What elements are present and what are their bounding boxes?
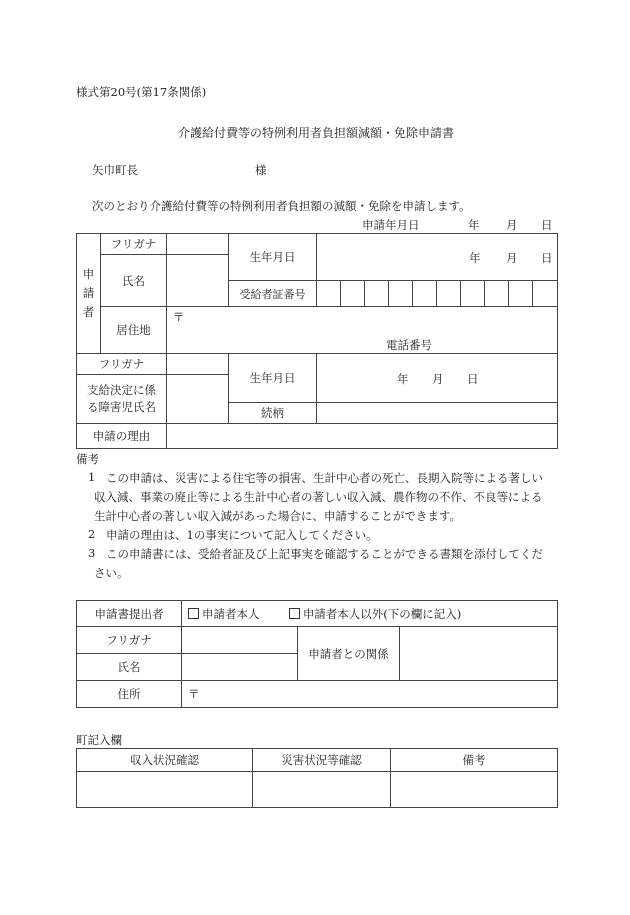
applicant-birthdate-field[interactable] bbox=[317, 234, 558, 281]
office-col-remarks: 備考 bbox=[391, 749, 558, 772]
submitter-furigana-label: フリガナ bbox=[77, 627, 182, 654]
recipient-digit-box[interactable] bbox=[317, 281, 341, 307]
office-heading: 町記入欄 bbox=[76, 733, 122, 747]
child-name-field[interactable] bbox=[167, 375, 229, 424]
recipient-number-label: 受給者証番号 bbox=[229, 281, 317, 307]
submitter-postal-mark: 〒 bbox=[188, 687, 200, 701]
recipient-digit-box[interactable] bbox=[485, 281, 509, 307]
applicant-birth-month: 月 bbox=[506, 251, 518, 265]
child-birth-day: 日 bbox=[467, 372, 479, 386]
office-remarks-field[interactable] bbox=[391, 772, 558, 808]
applicant-name-field[interactable] bbox=[167, 255, 229, 307]
notes-heading: 備考 bbox=[76, 452, 99, 466]
applicant-group-label: 申 請 者 bbox=[77, 234, 101, 354]
child-furigana-label: フリガナ bbox=[77, 354, 167, 375]
submitter-name-field[interactable] bbox=[182, 654, 298, 681]
application-date-month: 月 bbox=[506, 218, 518, 232]
applicant-postal-mark: 〒 bbox=[173, 310, 185, 324]
applicant-furigana-field[interactable] bbox=[167, 234, 229, 255]
applicant-table bbox=[76, 233, 558, 449]
reason-label: 申請の理由 bbox=[77, 424, 167, 449]
addressee-honorific: 様 bbox=[255, 163, 267, 177]
note-3-line-2: さい。 bbox=[94, 566, 129, 580]
applicant-phone-label: 電話番号 bbox=[386, 338, 432, 352]
note-3-line-1: この申請書には、受給者証及び上記事実を確認することができる書類を添付してくだ bbox=[106, 547, 543, 561]
note-2-line-1: 申請の理由は、1の事実について記入してください。 bbox=[106, 528, 378, 542]
recipient-digit-box[interactable] bbox=[389, 281, 413, 307]
submitter-other-checkbox[interactable]: 申請者本人以外(下の欄に記入) bbox=[289, 607, 461, 621]
submitter-address-field[interactable] bbox=[182, 681, 558, 708]
form-number: 様式第20号(第17条関係) bbox=[76, 85, 207, 99]
submitter-relation-label: 申請者との関係 bbox=[298, 627, 400, 681]
office-table bbox=[76, 748, 558, 808]
submitter-address-label: 住所 bbox=[77, 681, 182, 708]
submitter-self-checkbox[interactable]: 申請者本人 bbox=[188, 607, 260, 621]
child-birth-year: 年 bbox=[397, 372, 409, 386]
application-date-label: 申請年月日 bbox=[362, 218, 420, 232]
child-birth-month: 月 bbox=[432, 372, 444, 386]
note-1-line-3: 生計中心者の著しい収入減があった場合に、申請することができます。 bbox=[94, 509, 461, 523]
child-birthdate-label: 生年月日 bbox=[229, 354, 317, 403]
intro-text: 次のとおり介護給付費等の特例利用者負担額の減額・免除を申請します。 bbox=[92, 199, 471, 213]
application-date-year: 年 bbox=[468, 218, 480, 232]
note-1-number: 1 bbox=[88, 470, 96, 484]
recipient-digit-box[interactable] bbox=[437, 281, 461, 307]
reason-field[interactable] bbox=[167, 424, 558, 449]
child-relation-field[interactable] bbox=[317, 403, 558, 424]
submitter-furigana-field[interactable] bbox=[182, 627, 298, 654]
note-1-line-2: 収入減、事業の廃止等による生計中心者の著しい収入減、農作物の不作、不良等による bbox=[94, 490, 543, 504]
office-col-income: 収入状況確認 bbox=[77, 749, 253, 772]
child-name-label: 支給決定に係 る障害児氏名 bbox=[77, 375, 167, 424]
child-furigana-field[interactable] bbox=[167, 354, 229, 375]
addressee: 矢巾町長 bbox=[92, 163, 138, 177]
applicant-birth-day: 日 bbox=[541, 251, 553, 265]
applicant-furigana-label: フリガナ bbox=[101, 234, 167, 255]
office-col-disaster: 災害状況等確認 bbox=[253, 749, 391, 772]
applicant-birth-year: 年 bbox=[469, 251, 481, 265]
child-birthdate-field[interactable] bbox=[317, 354, 558, 403]
office-disaster-field[interactable] bbox=[253, 772, 391, 808]
recipient-digit-box[interactable] bbox=[341, 281, 365, 307]
application-date-day: 日 bbox=[541, 218, 553, 232]
child-relation-label: 続柄 bbox=[229, 403, 317, 424]
submitter-table bbox=[76, 600, 558, 708]
recipient-digit-box[interactable] bbox=[365, 281, 389, 307]
submitter-options bbox=[182, 601, 558, 627]
submitter-relation-field[interactable] bbox=[400, 627, 558, 681]
applicant-birthdate-label: 生年月日 bbox=[229, 234, 317, 281]
applicant-address-label: 居住地 bbox=[101, 307, 167, 354]
note-2-number: 2 bbox=[88, 527, 96, 541]
office-income-field[interactable] bbox=[77, 772, 253, 808]
applicant-name-label: 氏名 bbox=[101, 255, 167, 307]
submitter-label: 申請書提出者 bbox=[77, 601, 182, 627]
submitter-name-label: 氏名 bbox=[77, 654, 182, 681]
page-title: 介護給付費等の特例利用者負担額減額・免除申請書 bbox=[178, 126, 455, 140]
recipient-digit-box[interactable] bbox=[533, 281, 558, 307]
recipient-digit-box[interactable] bbox=[413, 281, 437, 307]
note-3-number: 3 bbox=[88, 546, 96, 560]
applicant-address-field[interactable] bbox=[167, 307, 558, 354]
note-1-line-1: この申請は、災害による住宅等の損害、生計中心者の死亡、長期入院等による著しい bbox=[106, 471, 543, 485]
recipient-digit-box[interactable] bbox=[461, 281, 485, 307]
recipient-digit-box[interactable] bbox=[509, 281, 533, 307]
